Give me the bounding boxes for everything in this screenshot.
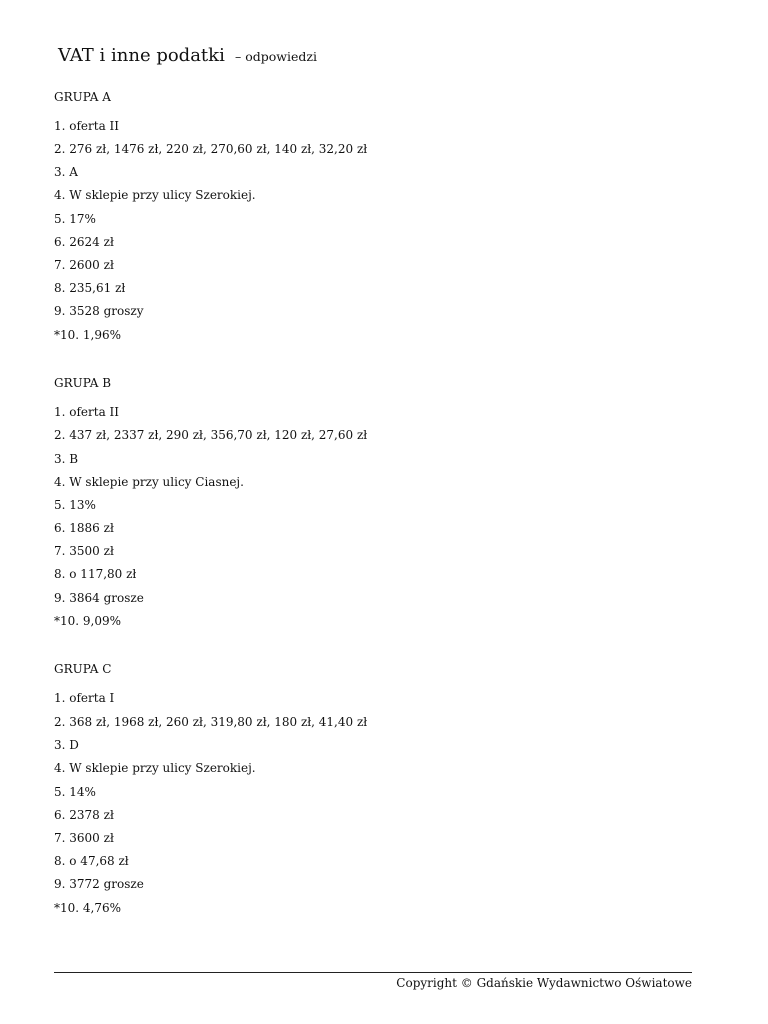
group-b-answer-6: 6. 1886 zł — [54, 521, 114, 535]
title-main: VAT i inne podatki — [58, 45, 225, 66]
group-b-answer-8: 8. o 117,80 zł — [54, 567, 137, 581]
group-c-answer-9: 9. 3772 grosze — [54, 877, 144, 891]
group-a-heading: GRUPA A — [54, 90, 111, 104]
group-b-answer-2: 2. 437 zł, 2337 zł, 290 zł, 356,70 zł, 120 zł, 27,60 zł — [54, 428, 368, 442]
group-a-answer-6: 6. 2624 zł — [54, 235, 114, 249]
group-c-answer-10: *10. 4,76% — [54, 901, 122, 915]
group-a-answer-5: 5. 17% — [54, 212, 96, 226]
group-c-answer-5: 5. 14% — [54, 785, 96, 799]
group-a-answer-9: 9. 3528 groszy — [54, 304, 144, 318]
group-a-answer-1: 1. oferta II — [54, 119, 120, 133]
group-c-answer-6: 6. 2378 zł — [54, 808, 114, 822]
group-a-answer-7: 7. 2600 zł — [54, 258, 114, 272]
group-b-heading: GRUPA B — [54, 376, 112, 390]
footer-divider — [54, 972, 692, 973]
footer-copyright: Copyright © Gdańskie Wydawnictwo Oświatowe — [396, 976, 692, 990]
group-a-answer-10: *10. 1,96% — [54, 328, 122, 342]
group-b-answer-1: 1. oferta II — [54, 405, 120, 419]
group-c-answer-3: 3. D — [54, 738, 79, 752]
group-c-heading: GRUPA C — [54, 662, 112, 676]
group-a-answer-2: 2. 276 zł, 1476 zł, 220 zł, 270,60 zł, 140 zł, 32,20 zł — [54, 142, 368, 156]
group-c-answer-1: 1. oferta I — [54, 691, 115, 705]
title-subtitle: – odpowiedzi — [235, 49, 317, 64]
group-c-answer-4: 4. W sklepie przy ulicy Szerokiej. — [54, 761, 256, 775]
group-b-answer-9: 9. 3864 grosze — [54, 591, 144, 605]
group-b-answer-10: *10. 9,09% — [54, 614, 122, 628]
group-c-answer-8: 8. o 47,68 zł — [54, 854, 129, 868]
page-title — [58, 34, 317, 66]
group-b-answer-7: 7. 3500 zł — [54, 544, 114, 558]
group-a-answer-4: 4. W sklepie przy ulicy Szerokiej. — [54, 188, 256, 202]
group-a-answer-8: 8. 235,61 zł — [54, 281, 126, 295]
group-a-answer-3: 3. A — [54, 165, 78, 179]
group-c-answer-7: 7. 3600 zł — [54, 831, 114, 845]
group-b-answer-3: 3. B — [54, 452, 79, 466]
group-b-answer-5: 5. 13% — [54, 498, 96, 512]
group-c-answer-2: 2. 368 zł, 1968 zł, 260 zł, 319,80 zł, 180 zł, 41,40 zł — [54, 715, 368, 729]
group-b-answer-4: 4. W sklepie przy ulicy Ciasnej. — [54, 475, 244, 489]
